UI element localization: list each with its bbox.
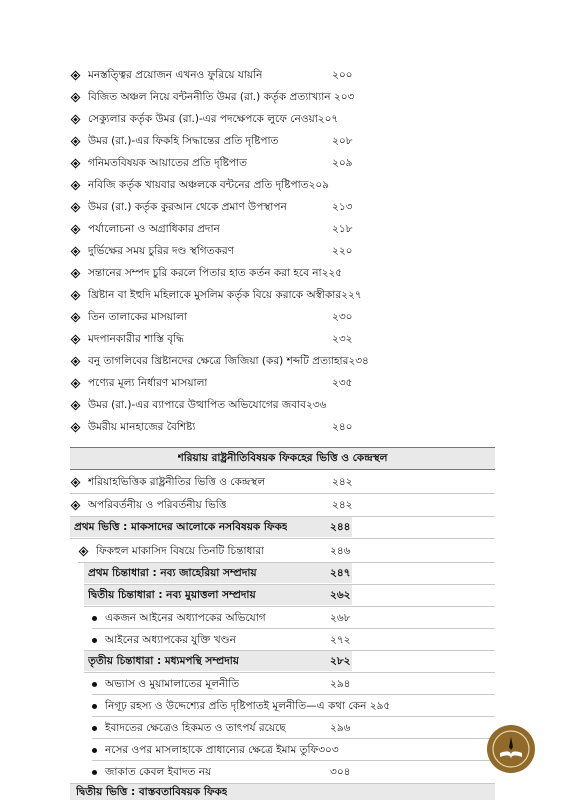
toc-entry (70, 109, 495, 129)
toc-entry (70, 495, 495, 515)
diamond-bullet-icon (70, 290, 81, 301)
open-book-pen-logo-icon (491, 729, 531, 769)
divider (70, 469, 495, 470)
school-3-title: তৃতীয় চিন্তাধারা : মধ্যমপন্থি সম্প্রদায় (88, 655, 239, 667)
entry-title: মদপানকারীর শাস্তি বৃদ্ধি (88, 333, 184, 345)
bullet-dot-icon (92, 748, 97, 753)
entry-title: উমর (রা.) কর্তৃক কুরআন থেকে প্রমাণ উপস্থাপন (88, 201, 287, 213)
school-2-page: ২৬২ (330, 589, 351, 601)
divider (84, 672, 495, 673)
entry-page: ২০৯ (332, 157, 353, 169)
entry-page: ২১৩ (332, 201, 353, 213)
school-2-heading (88, 585, 513, 605)
entry-title: উমর (রা.)-এর ব্যাপারে উত্থাপিত অভিযোগের জবাব২৩৬ (88, 399, 327, 411)
toc-entry (70, 87, 495, 107)
diamond-bullet-icon (70, 70, 81, 81)
school-1-heading (88, 563, 513, 583)
divider (92, 628, 495, 629)
entry-title: খ্রিষ্টান বা ইহুদি মহিলাকে মুসলিম কর্তৃক বিয়ে করাকে অস্বীকার২২৭ (88, 289, 362, 301)
entry-title: নসের ওপর মাসলাহাকে প্রাধান্যের ক্ষেত্রে ইমাম তুফি৩০৩ (105, 744, 339, 756)
divider (92, 738, 495, 739)
diamond-bullet-icon (70, 356, 81, 367)
entry-title: উমরীয় মানহাজের বৈশিষ্ট্য (88, 421, 196, 433)
toc-subentry (92, 718, 517, 738)
entry-title: আইনের অধ্যাপকের যুক্তি খণ্ডন (105, 634, 236, 646)
entry-title: পর্যালোচনা ও অগ্রাধিকার প্রদান (88, 223, 220, 235)
school-2-title: দ্বিতীয় চিন্তাধারা : নব্য মুয়াত্তলা সম্প্রদায় (88, 589, 256, 601)
entry-page: ৩০৪ (330, 766, 351, 778)
divider (70, 538, 495, 539)
toc-entry (70, 263, 495, 283)
toc-entry (70, 395, 495, 415)
toc-subentry (92, 630, 517, 650)
section-heading (70, 448, 495, 468)
divider (84, 606, 495, 607)
diamond-bullet-icon (78, 546, 89, 557)
diamond-bullet-icon (70, 378, 81, 389)
toc-entry (70, 219, 495, 239)
toc-entry (70, 329, 495, 349)
entry-page: ২৯৬ (330, 722, 351, 734)
school-1-title: প্রথম চিন্তাধারা : নব্য জাহেরিয়া সম্প্রদায় (88, 567, 257, 579)
toc-entry (70, 417, 495, 437)
entry-page: ২২০ (332, 245, 353, 257)
diamond-bullet-icon (70, 246, 81, 257)
entry-title: বিজিত অঞ্চল নিয়ে বন্টননীতি উমর (রা.) কর্তৃক প্রত্যাখ্যান ২০৩ (88, 91, 355, 103)
toc-entry (70, 197, 495, 217)
diamond-bullet-icon (70, 312, 81, 323)
entry-page: ২৩২ (332, 333, 353, 345)
entry-page: ২১৮ (332, 223, 353, 235)
first-basis-title: প্রথম ভিত্তি : মাকসাদের আলোকে নসবিষয়ক ফিকহ (74, 521, 288, 533)
entry-title: দুর্ভিক্ষের সময় চুরির দণ্ড স্থগিতকরণ (88, 245, 234, 257)
entry-title: নিগূঢ় রহস্য ও উদ্দেশ্যের প্রতি দৃষ্টিপাতই মূলনীতি—এ কথা কেন ২৯৫ (105, 700, 391, 712)
diamond-bullet-icon (70, 224, 81, 235)
diamond-bullet-icon (70, 500, 81, 511)
diamond-bullet-icon (70, 422, 81, 433)
entry-title: পণ্যের মূল্য নির্ধারণ মাসয়ালা (88, 377, 208, 389)
toc-entry (70, 153, 495, 173)
entry-title: নবিজি কর্তৃক খায়বার অঞ্চলকে বন্টনের প্রতি দৃষ্টিপাত২০৯ (88, 179, 329, 191)
entry-title: গনিমতবিষয়ক আয়াতের প্রতি দৃষ্টিপাত (88, 157, 247, 169)
entry-title: বনু তাগলিবের খ্রিষ্টানদের ক্ষেত্রে জিজিয়া (কর) শব্দটি প্রত্যাহার২৩৪ (88, 355, 369, 367)
entry-page: ২৭২ (330, 634, 351, 646)
entry-page: ২৪২ (332, 476, 353, 488)
divider (92, 760, 495, 761)
diamond-bullet-icon (70, 268, 81, 279)
entry-title: মনস্তত্ত্বির প্রয়োজন এখনও ফুরিয়ে যায়নি (88, 69, 263, 81)
bullet-dot-icon (92, 638, 97, 643)
bullet-dot-icon (92, 770, 97, 775)
school-3-page: ২৮২ (330, 655, 351, 667)
entry-page: ২০০ (332, 69, 353, 81)
bullet-dot-icon (92, 726, 97, 731)
diamond-bullet-icon (70, 180, 81, 191)
diamond-bullet-icon (70, 334, 81, 345)
toc-entry (70, 351, 495, 371)
entry-page: ২৪০ (332, 421, 353, 433)
toc-subentry (92, 608, 517, 628)
entry-title: ইবাদতের ক্ষেত্রেও হিকমত ও তাৎপর্য রয়েছে (105, 722, 286, 734)
diamond-bullet-icon (70, 202, 81, 213)
diamond-bullet-icon (70, 114, 81, 125)
toc-entry (70, 131, 495, 151)
divider (92, 716, 495, 717)
entry-page: ২০৮ (332, 135, 353, 147)
entry-title: শরিয়াহভিত্তিক রাষ্ট্রনীতির ভিত্তি ও কেন্দ্রস্থল (88, 476, 266, 488)
toc-entry (70, 65, 495, 85)
diamond-bullet-icon (70, 400, 81, 411)
diamond-bullet-icon (70, 477, 81, 488)
second-basis-heading (76, 782, 501, 802)
toc-entry (70, 241, 495, 261)
entry-title: একজন আইনের অধ্যাপকের অভিযোগ (105, 612, 266, 624)
publisher-logo (487, 725, 535, 773)
entry-title: সন্তানের সম্পদ চুরি করলে পিতার হাত কর্তন করা হবে না২২৫ (88, 267, 343, 279)
entry-title: ফিকহুল মাকাসিদ বিষয়ে তিনটি চিন্তাধারা (96, 545, 265, 557)
school-1-page: ২৪৭ (330, 567, 351, 579)
toc-subentry (92, 740, 517, 760)
entry-page: ২৩৫ (332, 377, 353, 389)
entry-title: তিন তালাকের মাসয়ালা (88, 311, 187, 323)
section-heading-text: শরিয়ায় রাষ্ট্রনীতিবিষয়ক ফিকহের ভিত্তি ও কেন্দ্রস্থল (177, 452, 388, 464)
entry-title: অভ্যাস ও মুয়ামালাতের মূলনীতি (105, 678, 240, 690)
diamond-bullet-icon (70, 136, 81, 147)
bullet-dot-icon (92, 682, 97, 687)
divider (70, 493, 495, 494)
first-basis-page: ২৪৪ (330, 521, 351, 533)
entry-title: সেক্যুলার কর্তৃক উমর (রা.)-এর পদক্ষেপকে লুফে নেওয়া২০৭ (88, 113, 339, 125)
divider (92, 694, 495, 695)
toc-entry (70, 175, 495, 195)
entry-title: অপরিবর্তনীয় ও পরিবর্তনীয় ভিত্তি (88, 499, 227, 511)
entry-title: জাকাত কেবল ইবাদত নয় (105, 766, 212, 778)
toc-subentry (92, 696, 517, 716)
toc-entry (70, 373, 495, 393)
school-3-heading (88, 651, 513, 671)
diamond-bullet-icon (70, 158, 81, 169)
entry-page: ২৩০ (332, 311, 353, 323)
entry-page: ২৪২ (332, 499, 353, 511)
second-basis-title: দ্বিতীয় ভিত্তি : বাস্তবতাবিষয়ক ফিকহ (76, 786, 228, 798)
first-basis-heading (74, 517, 499, 537)
bullet-dot-icon (92, 704, 97, 709)
entry-page: ২৬৮ (330, 612, 351, 624)
toc-entry (70, 285, 495, 305)
toc-subentry (92, 762, 517, 782)
toc-entry (70, 307, 495, 327)
entry-page: ২৪৬ (330, 545, 351, 557)
toc-subentry (92, 674, 517, 694)
toc-entry (70, 472, 495, 492)
diamond-bullet-icon (70, 92, 81, 103)
toc-entry (78, 541, 503, 561)
entry-page: ২৯৪ (330, 678, 351, 690)
bullet-dot-icon (92, 616, 97, 621)
entry-title: উমর (রা.)-এর ফিকহি সিদ্ধান্তের প্রতি দৃষ্টিপাত (88, 135, 279, 147)
